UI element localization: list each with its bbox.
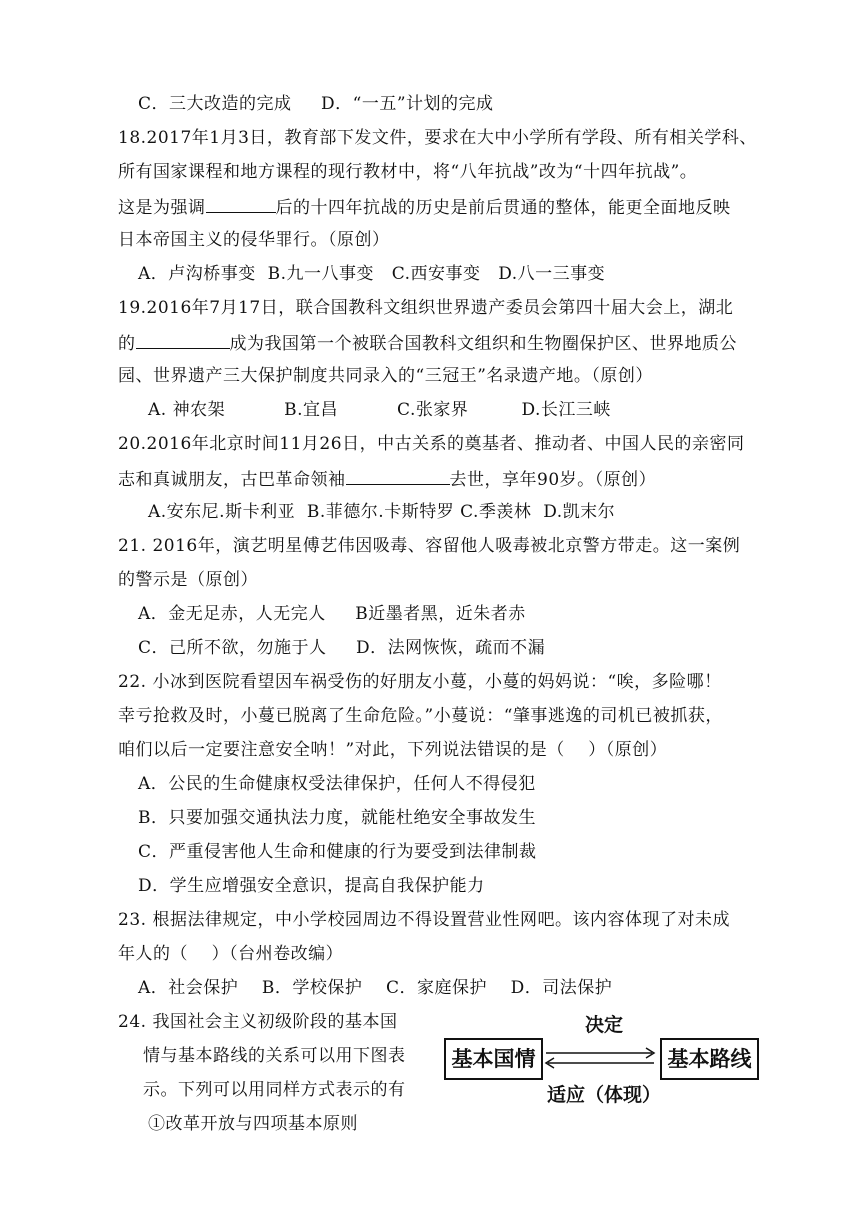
q18-line2: 所有国家课程和地方课程的现行教材中，将“八年抗战”改为“十四年抗战”。 xyxy=(118,162,698,182)
q23-options: A．社会保护 B．学校保护 C．家庭保护 D．司法保护 xyxy=(138,978,613,998)
q23-line1: 23. 根据法律规定，中小学校园周边不得设置营业性网吧。该内容体现了对未成 xyxy=(118,910,730,930)
q18-line3-pre: 这是为强调 xyxy=(118,198,206,218)
q22-option-a: A．公民的生命健康权受法律保护，任何人不得侵犯 xyxy=(138,774,536,794)
q22-line1: 22. 小冰到医院看望因车祸受伤的好朋友小蔓，小蔓的妈妈说：“唉，多险哪！ xyxy=(118,672,722,692)
q17-options-cd: C．三大改造的完成 D．“一五”计划的完成 xyxy=(138,94,494,114)
q21-options-ab: A．金无足赤，人无完人 B近墨者黑，近朱者赤 xyxy=(138,604,526,624)
q22-option-d: D．学生应增强安全意识，提高自我保护能力 xyxy=(138,876,485,896)
q19-line1: 19.2016年7月17日，联合国教科文组织世界遗产委员会第四十届大会上，湖北 xyxy=(118,298,734,318)
q21-options-cd: C．己所不欲，勿施于人 D．法网恢恢，疏而不漏 xyxy=(138,638,546,658)
relationship-diagram xyxy=(440,1010,760,1110)
q23-line2: 年人的（ ）（台州卷改编） xyxy=(118,944,344,964)
answer-blank xyxy=(346,467,450,485)
q20-line2-pre: 志和真诚朋友，古巴革命领袖 xyxy=(118,470,346,490)
q24-line2: 情与基本路线的关系可以用下图表 xyxy=(143,1046,406,1066)
q18-line3-post: 后的十四年抗战的历史是前后贯通的整体，能更全面地反映 xyxy=(275,198,731,218)
q22-option-b: B．只要加强交通执法力度，就能杜绝安全事故发生 xyxy=(138,808,536,828)
q24-line3: 示。下列可以用同样方式表示的有 xyxy=(143,1080,406,1100)
q18-line1: 18.2017年1月3日，教育部下发文件，要求在大中小学所有学段、所有相关学科、 xyxy=(118,128,757,148)
q20-line2 xyxy=(118,467,656,491)
q19-line2-post: 成为我国第一个被联合国教科文组织和生物圈保护区、世界地质公 xyxy=(229,334,737,354)
q24-line4: ①改革开放与四项基本原则 xyxy=(148,1114,358,1134)
q21-line2: 的警示是（原创） xyxy=(118,570,258,590)
q22-line3: 咱们以后一定要注意安全呐！”对此，下列说法错误的是（ ）（原创） xyxy=(118,740,668,760)
q21-line1: 21. 2016年，演艺明星傅艺伟因吸毒、容留他人吸毒被北京警方带走。这一案例 xyxy=(118,536,741,556)
diagram-right-box: 基本路线 xyxy=(660,1038,759,1080)
q20-line2-post: 去世，享年90岁。（原创） xyxy=(449,470,657,490)
q19-line2-pre: 的 xyxy=(118,334,136,354)
q19-line2 xyxy=(118,331,737,355)
q18-line3 xyxy=(118,195,731,219)
q19-line3: 园、世界遗产三大保护制度共同录入的“三冠王”名录遗产地。（原创） xyxy=(118,366,653,386)
answer-blank xyxy=(136,331,230,349)
answer-blank xyxy=(206,195,276,213)
q24-line1: 24. 我国社会主义初级阶段的基本国 xyxy=(118,1012,398,1032)
q20-options: A.安东尼.斯卡利亚 B.菲德尔.卡斯特罗 C.季羡林 D.凯末尔 xyxy=(148,502,616,522)
q19-options: A. 神农架 B.宜昌 C.张家界 D.长江三峡 xyxy=(148,400,611,420)
diagram-top-label: 决定 xyxy=(585,1014,624,1036)
double-arrow-icon xyxy=(540,1046,660,1070)
q22-line2: 幸亏抢救及时，小蔓已脱离了生命危险。”小蔓说：“肇事逃逸的司机已被抓获， xyxy=(118,706,723,726)
q18-line4: 日本帝国主义的侵华罪行。（原创） xyxy=(118,230,390,250)
diagram-left-box: 基本国情 xyxy=(444,1038,543,1080)
q22-option-c: C．严重侵害他人生命和健康的行为要受到法律制裁 xyxy=(138,842,537,862)
q18-options: A．卢沟桥事变 B.九一八事变 C.西安事变 D.八一三事变 xyxy=(138,264,606,284)
diagram-bottom-label: 适应（体现） xyxy=(547,1084,662,1106)
q20-line1: 20.2016年北京时间11月26日，中古关系的奠基者、推动者、中国人民的亲密同 xyxy=(118,434,745,454)
